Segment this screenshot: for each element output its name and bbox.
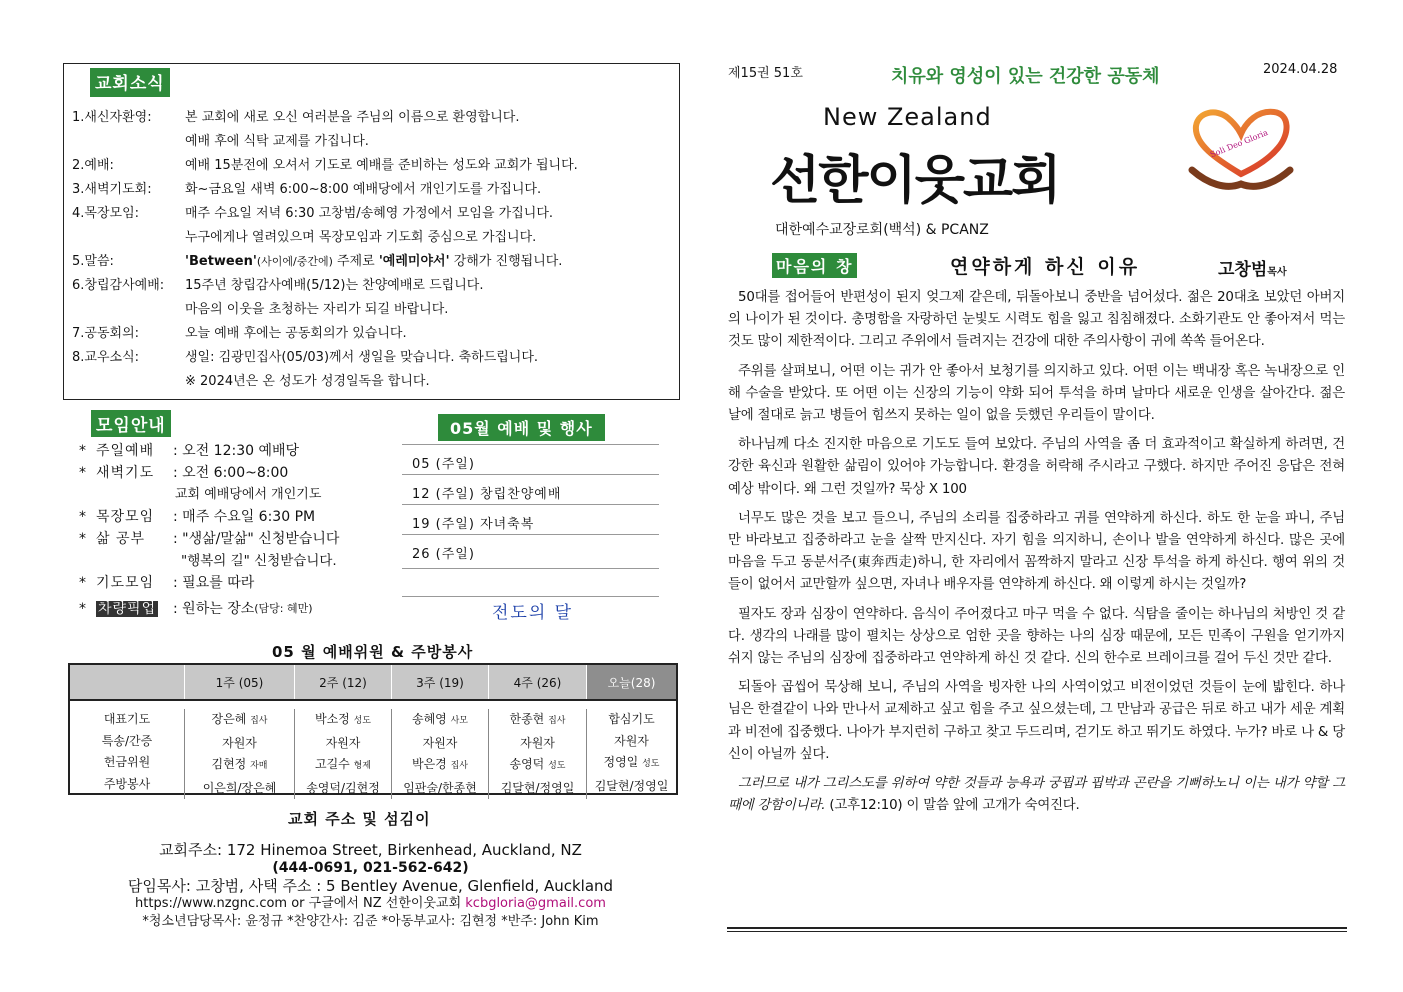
sermon-text-end: 강해가 진행됩니다.: [449, 254, 563, 269]
news-item-key: 5.말씀:: [72, 254, 114, 269]
church-phone: (444-0691, 021-562-642): [272, 860, 469, 876]
news-item-cont: [72, 370, 578, 394]
duty-cell: 이은희/장은혜: [202, 780, 277, 795]
duty-week-column: [294, 709, 391, 799]
logo-text: Soli Deo Gloria: [1208, 128, 1270, 160]
duty-header-row: [70, 665, 676, 701]
meeting-row: * 목장모임 : 매주 수요일 6:30 PM: [79, 506, 339, 528]
duty-header-cell: 1주 (05): [184, 665, 294, 699]
meeting-key: 차량픽업: [98, 601, 157, 617]
column-tag: 마음의 창: [772, 253, 857, 278]
evangelism-month: 전도의 달: [492, 603, 574, 623]
news-item-text: 화~금요일 새벽 6:00~8:00 예배당에서 개인기도를 가집니다.: [185, 182, 542, 197]
may-events: [402, 414, 659, 597]
news-item-key: 1.새신자환영:: [72, 110, 152, 125]
duty-week-column: [184, 709, 294, 799]
duty-cell: 김달현/정영일: [594, 778, 669, 793]
church-news-list: [72, 106, 578, 394]
news-item: [72, 202, 578, 226]
news-item: [72, 346, 578, 370]
duty-header-cell: 2주 (12): [294, 665, 391, 699]
country-label: New Zealand: [823, 103, 992, 131]
news-item: [72, 178, 578, 202]
duty-cell: 자원자: [520, 735, 555, 750]
web-line: https://www.nzgnc.com or 구글에서 NZ 선한이웃교회 kcbgloria@gmail.com: [135, 896, 606, 911]
duty-role: 주방봉사: [103, 776, 151, 791]
sermon-series-between: 'Between': [185, 254, 257, 269]
event-row: 12 (주일) 창립찬양예배: [402, 475, 659, 505]
church-news-title: 교회소식: [90, 68, 170, 97]
meeting-key: 주일예배: [96, 443, 155, 459]
bottom-rule: [727, 927, 1347, 929]
scripture-quote: 그러므로 내가 그리스도를 위하여 약한 것들과 능욕과 궁핍과 핍박과 곤란을 기뻐하노니 이는 내가 약할 그 때에 강함이니라.: [728, 776, 1345, 814]
duty-week-column: [586, 709, 676, 799]
news-item-key: 3.새벽기도회:: [72, 182, 152, 197]
email-link[interactable]: kcbgloria@gmail.com: [465, 896, 606, 911]
news-item-key: 2.예배:: [72, 158, 114, 173]
meeting-sub: [79, 484, 339, 506]
article-paragraph: 되돌아 곱씹어 묵상해 보니, 주님의 사역을 빙자한 나의 사역이었고 비전이었던 것들이 눈에 밟힌다. 하나님은 한결같이 나와 만나서 교제하고 싶고 힘을 주고 싶으셨는데, 그 만남과 공급은 뒤로 하고 내가 세운 계획과 비전에 집중했다. 나아가 부지런히 구하고 찾고 두드리며, 걷기도 하고 뛰기도 하였다. 누가? 바로 나 & 당신이 아닐까 싶다.: [728, 680, 1345, 762]
news-item-text: 본 교회에 새로 오신 여러분을 주님의 이름으로 환영합니다.: [185, 110, 520, 125]
event-row: 26 (주일): [402, 535, 659, 569]
duty-cell: 고길수 형제: [315, 757, 371, 771]
news-item-text: 생일: 김광민집사(05/03)께서 생일을 맞습니다. 축하드립니다.: [185, 350, 539, 365]
news-item-text: [185, 250, 562, 274]
duty-week-column: [391, 709, 488, 799]
sermon-text-mid: 주제로: [332, 254, 379, 269]
article-paragraph: 50대를 접어들어 반편성이 된지 엊그제 같은데, 뒤돌아보니 중반을 넘어섰다. 젊은 20대초 보았던 아버지의 나이가 된 것이다. 총명함을 자랑하던 눈빛도 시력도 힘을 잃고 침침해졌다. 소화기관도 안 좋아져서 먹는 것도 많이 제한적이다. 그리고 주위에서 들려지는 건강에 대한 주의사항이 귀에 쏙쏙 들어온다.: [728, 290, 1345, 350]
meeting-sub: [79, 550, 339, 572]
duty-table: [68, 663, 678, 795]
duty-cell: 자원자: [222, 735, 257, 750]
meeting-note: (담당: 혜만): [254, 602, 313, 615]
article-paragraph: 주위를 살펴보니, 어떤 이는 귀가 안 좋아서 보청기를 의지하고 있다. 어떤 이는 백내장 혹은 녹내장으로 인해 수술을 받았다. 또 어떤 이는 신장의 기능이 약화 되어 투석을 하며 날마다 새로운 인생을 살아간다. 젊은 날에 절대로 늙고 병들어 힘쓰지 못하는 일이 없을 듯했던 우리들이 말이다.: [728, 363, 1345, 424]
news-item-key: 6.창립감사예배:: [72, 278, 165, 293]
duty-cell: 한종현 집사: [509, 712, 566, 726]
may-events-title: 05월 예배 및 행사: [438, 414, 605, 441]
issue-number: 제15권 51호: [728, 66, 803, 81]
news-item-cont: [72, 226, 578, 250]
duty-cell: 자원자: [325, 735, 361, 750]
duty-roles-column: [70, 709, 184, 799]
duty-cell: 박소정 성도: [315, 712, 371, 726]
news-item-text: 매주 수요일 저녁 6:30 고창범/송혜영 가정에서 모임을 가집니다.: [185, 206, 554, 221]
duty-cell: 김달현/정영일: [500, 780, 575, 795]
article-paragraph: 필자도 장과 심장이 연약하다. 음식이 주어졌다고 마구 먹을 수 없다. 식탐을 줄이는 하나님의 처방인 것 같다. 생각의 나래를 많이 펼치는 상상으로 엄한 곳을 향하는 나의 심장 때문에, 모든 민족이 구원을 얻기까지 쉬지 않는 주님의 심장에 집중하라고 연약하게 하신 것 같다. 신의 한수로 브레이크를 걸어 두신 것만 같다.: [728, 606, 1345, 667]
duty-cell: 임판술/한종현: [403, 780, 477, 795]
event-row-empty: [402, 569, 659, 597]
meeting-subvalue: 교회 예배당에서 개인기도: [175, 487, 322, 502]
duty-header-today: 오늘(28): [586, 665, 676, 699]
meetings-list: [79, 440, 339, 620]
meeting-value: : "생삶/말삶" 신청받습니다: [173, 531, 340, 547]
duty-role: 대표기도: [103, 712, 151, 726]
news-item-text: 마음의 이웃을 초청하는 자리가 되길 바랍니다.: [185, 302, 449, 317]
meeting-row: * 삶 공부 : "생삶/말삶" 신청받습니다: [79, 528, 339, 550]
news-item-text: 누구에게나 열려있으며 목장모임과 기도회 중심으로 가집니다.: [185, 230, 537, 245]
meeting-value: : 매주 수요일 6:30 PM: [173, 509, 316, 525]
meetings-title: 모임안내: [91, 410, 171, 437]
news-item-text: 예배 15분전에 오셔서 기도로 예배를 준비하는 성도와 교회가 됩니다.: [185, 158, 578, 173]
duty-header-cell: 4주 (26): [488, 665, 586, 699]
event-row: 05 (주일): [402, 445, 659, 475]
meeting-value: : 오전 12:30 예배당: [173, 443, 300, 459]
article-body: [728, 287, 1345, 824]
article-paragraph: 하나님께 다소 진지한 마음으로 기도도 들여 보았다. 주님의 사역을 좀 더 효과적이고 확실하게 하려면, 건강한 육신과 원활한 삶림이 있어야 가능합니다. 환경을 허락해 주시라고 구했다. 하지만 주어진 응답은 전혀 예상 밖이다. 왜 그런 것일까? 묵상 X 100: [728, 437, 1345, 497]
duty-cell: 송영덕 성도: [509, 757, 566, 771]
duty-cell: 자원자: [614, 733, 649, 748]
meeting-key: 삶 공부: [96, 531, 146, 547]
scripture-reference: (고후12:10) 이 말씀 앞에 고개가 숙여진다.: [825, 798, 1080, 814]
meeting-row: * 기도모임 : 필요를 따라: [79, 572, 339, 594]
meeting-subvalue: "행복의 길" 신청받습니다.: [181, 553, 337, 569]
article-paragraph: 너무도 많은 것을 보고 들으니, 주님의 소리를 집중하라고 귀를 연약하게 하신다. 하도 한 눈을 파니, 주님만 바라보고 집중하라고 눈을 살짝 만지신다. 자기 힘을 의지하니, 손이나 발을 연약하게 하신다. 많은 곳에 마음을 두고 동분서주(東奔西走)하니, 한 자리에서 꼼짝하지 말라고 신장 투석을 하게 하신다. 행여 위의 것들이 없어서 교만할까 싶으면, 자녀나 배우자를 연약하게 하신다. 왜 이렇게 하시는 것일까?: [728, 510, 1345, 593]
duty-cell: 자원자: [422, 735, 458, 750]
church-address: 교회주소: 172 Hinemoa Street, Birkenhead, Auckland, NZ: [159, 841, 582, 859]
church-news-box: [63, 63, 680, 400]
news-item-text: 15주년 창립감사예배(5/12)는 찬양예배로 드립니다.: [185, 278, 484, 293]
news-item: [72, 106, 578, 130]
news-item: [72, 322, 578, 346]
news-item: [72, 154, 578, 178]
duty-week-column: [488, 709, 586, 799]
news-item-key: 4.목장모임:: [72, 206, 140, 221]
meeting-row: * 새벽기도 : 오전 6:00~8:00: [79, 462, 339, 484]
news-item-cont: [72, 298, 578, 322]
news-item: [72, 274, 578, 298]
meeting-value: : 원하는 장소: [173, 601, 255, 617]
news-item-text: ※ 2024년은 온 성도가 성경일독을 합니다.: [185, 374, 430, 389]
bottom-rule: [727, 931, 1347, 932]
duty-body: [70, 701, 676, 799]
staff-line: *청소년담당목사: 윤정규 *찬양간사: 김준 *아동부교사: 김현정 *반주: John Kim: [142, 914, 599, 929]
duty-cell: 박은경 집사: [412, 757, 468, 771]
duty-cell: 송혜영 사모: [412, 712, 468, 726]
sermon-series-book: '예레미야서': [378, 254, 450, 269]
meeting-row: * 차량픽업 : 원하는 장소 (담당: 혜만): [79, 598, 339, 620]
duty-cell: 김현정 자매: [211, 757, 268, 771]
news-item-key: 8.교우소식:: [72, 350, 140, 365]
duty-header-cell: 3주 (19): [391, 665, 488, 699]
may-events-list: [402, 444, 659, 597]
church-name: 선한이웃교회: [770, 151, 1060, 211]
duty-role: 특송/간증: [101, 733, 153, 748]
meeting-value: : 필요를 따라: [173, 575, 255, 591]
article-author: 고창범목사: [1218, 260, 1287, 280]
duty-role: 헌금위원: [103, 755, 151, 769]
duty-header-cell: [70, 665, 184, 699]
denomination: 대한예수교장로회(백석) & PCANZ: [775, 222, 989, 238]
news-item-key: 7.공동회의:: [72, 326, 140, 341]
news-item-text: 오늘 예배 후에는 공동회의가 있습니다.: [185, 326, 407, 341]
meeting-key: 기도모임: [96, 575, 155, 591]
sermon-series-note: (사이에/중간에): [256, 255, 333, 268]
meeting-key: 목장모임: [96, 509, 155, 525]
address-title: 교회 주소 및 섬김이: [288, 810, 431, 828]
news-item-text: 예배 후에 식탁 교제를 가집니다.: [185, 134, 369, 149]
meeting-key: 새벽기도: [96, 465, 155, 481]
article-title: 연약하게 하신 이유: [950, 256, 1141, 278]
duty-title: 05 월 예배위원 & 주방봉사: [272, 643, 474, 661]
duty-cell: 장은혜 집사: [211, 712, 268, 726]
heart-hands-logo-icon: [1186, 104, 1296, 196]
news-item: [72, 250, 578, 274]
bulletin-date: 2024.04.28: [1263, 62, 1338, 77]
address-block: [98, 841, 643, 931]
meeting-row: * 주일예배 : 오전 12:30 예배당: [79, 440, 339, 462]
duty-cell: 정영일 성도: [603, 755, 660, 769]
article-quote: [728, 773, 1345, 817]
duty-cell: 송영덕/김현정: [306, 780, 380, 795]
news-item-cont: [72, 130, 578, 154]
duty-cell: 합심기도: [608, 712, 655, 726]
website-link[interactable]: https://www.nzgnc.com: [135, 896, 288, 911]
church-motto: 치유와 영성이 있는 건강한 공동체: [891, 66, 1160, 87]
event-row: 19 (주일) 자녀축복: [402, 505, 659, 535]
pastor-address: 담임목사: 고창범, 사택 주소 : 5 Bentley Avenue, Glenfield, Auckland: [127, 877, 614, 895]
meeting-value: : 오전 6:00~8:00: [173, 465, 289, 481]
